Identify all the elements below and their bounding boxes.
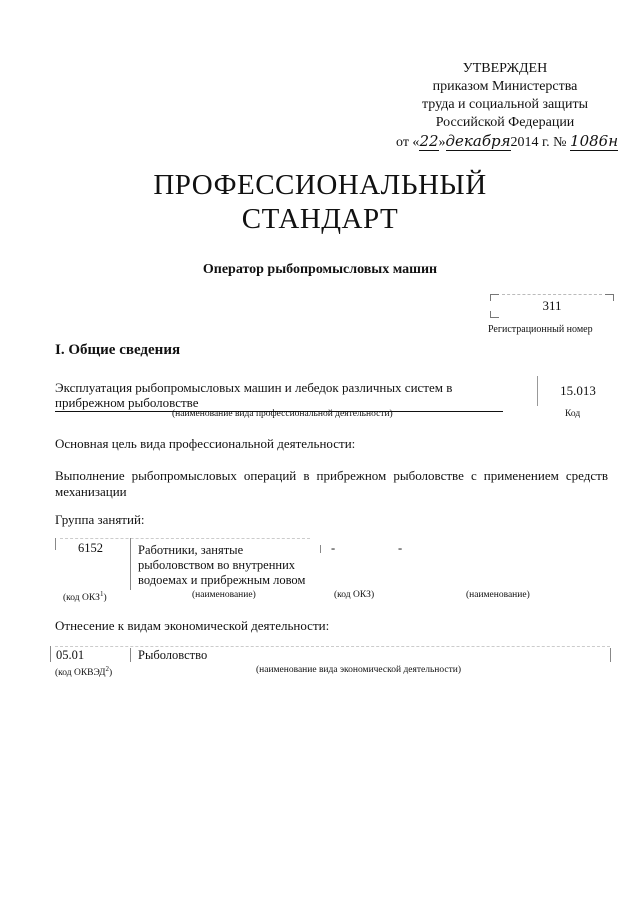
handwritten-order-number: 1086н	[570, 132, 619, 150]
activity-code: 15.013	[560, 383, 596, 398]
activity-code-caption: Код	[565, 409, 581, 419]
handwritten-day: 22	[419, 132, 439, 150]
section-heading: I. Общие сведения	[55, 342, 181, 358]
activity-name: Эксплуатация рыбопромысловых машин и лебедок различных систем в прибрежном рыболовстве	[55, 380, 503, 412]
occupation-name-1: Работники, занятые рыболовством во внутренних водоемах и прибрежным ловом	[138, 543, 306, 587]
registration-number-box	[490, 294, 614, 318]
occupation-name-2: -	[398, 541, 403, 555]
title-line-2: СТАНДАРТ	[241, 203, 399, 235]
approval-line-1: приказом Министерства	[432, 79, 578, 94]
occupation-code-2-caption: (код ОКЗ)	[334, 590, 375, 600]
economic-code-caption: (код ОКВЭД$^2$)	[55, 665, 113, 679]
standard-subtitle: Оператор рыбопромысловых машин	[202, 262, 438, 277]
activity-name-caption: (наименование вида профессиональной деятельности)	[172, 409, 393, 419]
occupation-code-1: 6152	[78, 541, 103, 555]
occupation-group-label: Группа занятий:	[55, 512, 145, 527]
economic-activity-label: Отнесение к видам экономической деятельности:	[55, 618, 330, 633]
approval-line-2: труда и социальной защиты	[422, 97, 588, 112]
approval-heading: УТВЕРЖДЕН	[462, 61, 548, 76]
title-line-1: ПРОФЕССИОНАЛЬНЫЙ	[153, 169, 487, 201]
registration-number: 311	[542, 298, 562, 313]
occupation-name-1-caption: (наименование)	[192, 590, 256, 600]
economic-name-caption: (наименование вида экономической деятельности)	[256, 665, 461, 675]
occupation-code-2: -	[331, 541, 336, 555]
economic-activity-code: 05.01	[56, 648, 85, 662]
date-prefix: от «	[396, 135, 420, 150]
registration-label: Регистрационный номер	[488, 324, 593, 335]
occupation-name-2-caption: (наименование)	[466, 590, 530, 600]
activity-code-box	[537, 376, 619, 406]
goal-label: Основная цель вида профессиональной деятельности:	[55, 436, 356, 451]
approval-order-line	[380, 132, 630, 152]
handwritten-month: декабря	[445, 132, 511, 150]
occupation-code-1-caption: (код ОКЗ$^1$)	[63, 590, 107, 604]
goal-text: Выполнение рыбопромысловых операций в прибрежном рыболовстве с применением средств механизации	[55, 468, 608, 499]
economic-activity-name: Рыболовство	[138, 648, 208, 662]
date-mid: »	[438, 135, 446, 150]
date-suffix: 2014 г. №	[510, 135, 567, 150]
document-title	[0, 168, 640, 236]
approval-line-3: Российской Федерации	[435, 115, 575, 130]
approval-block	[380, 60, 630, 152]
